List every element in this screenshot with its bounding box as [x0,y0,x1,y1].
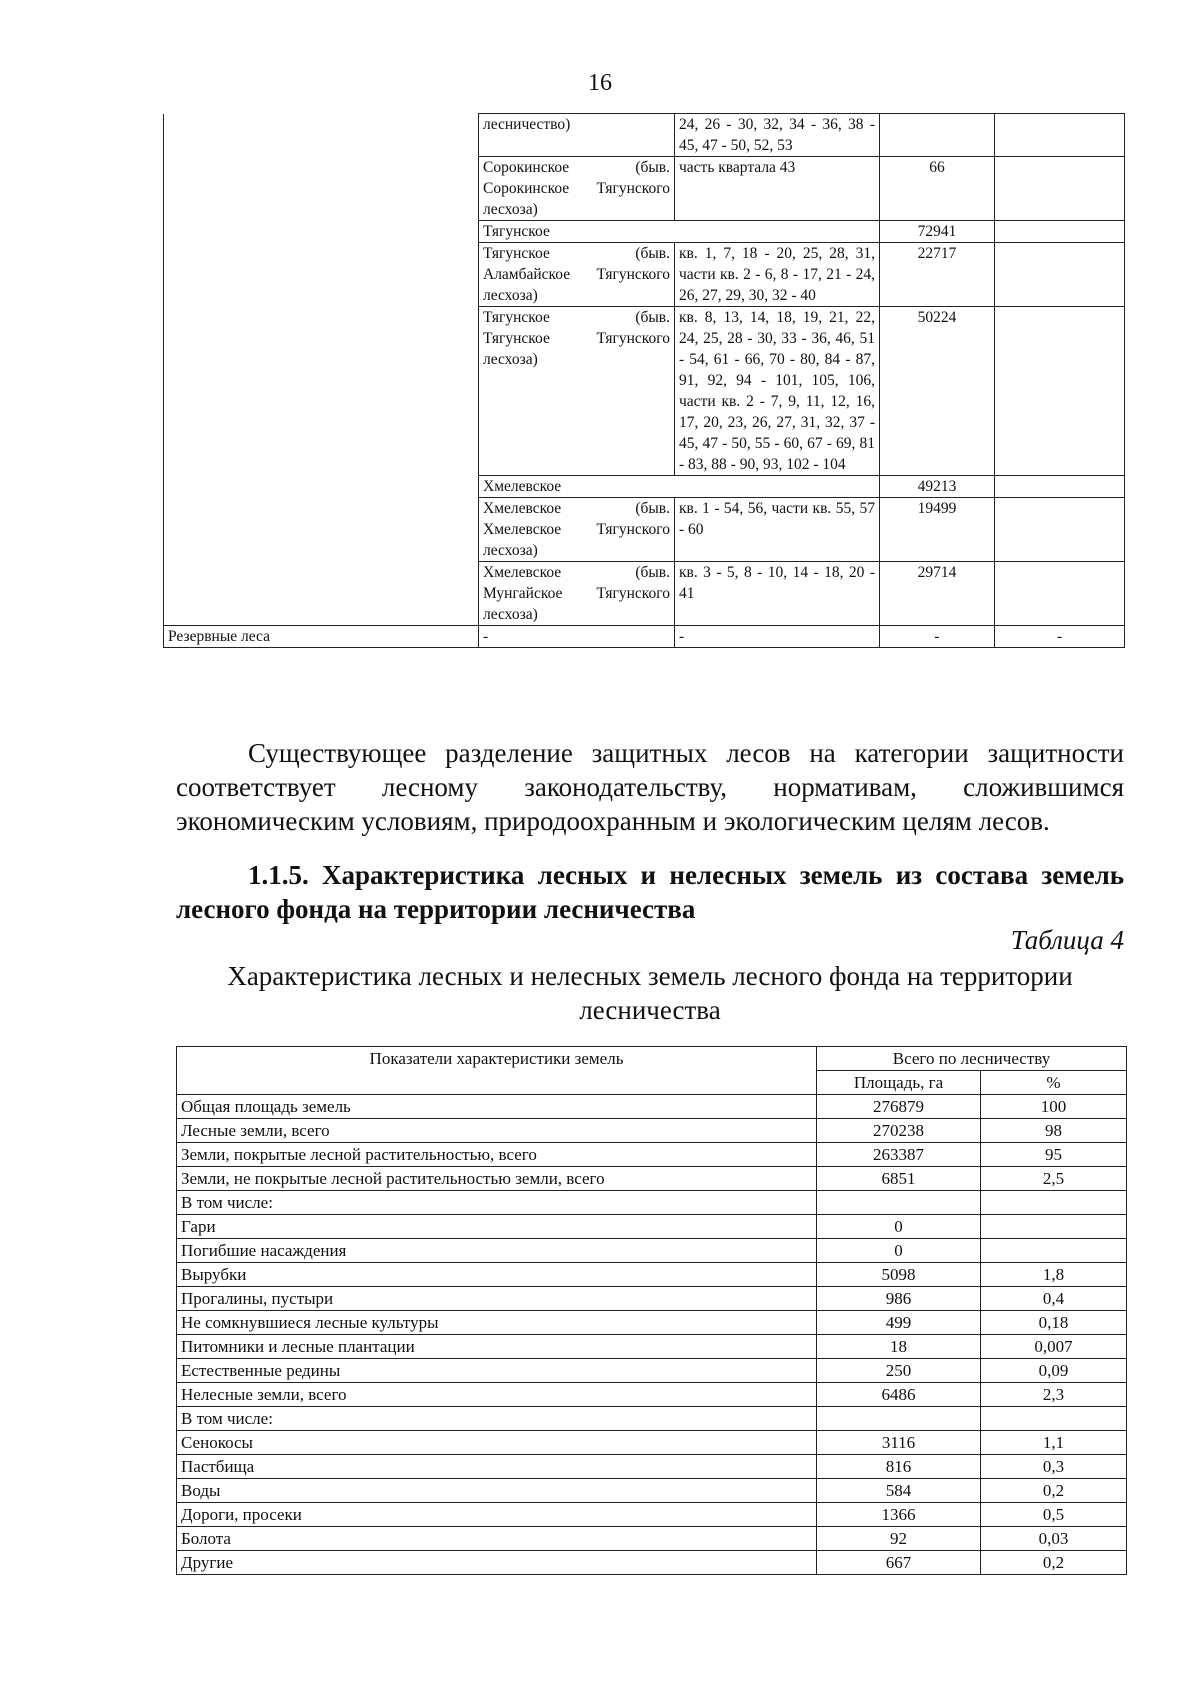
land-area: 5098 [817,1263,981,1287]
land-label: Пастбища [177,1455,817,1479]
land-row [177,1167,1127,1191]
reserve-extra: - [995,626,1125,648]
reserve-label: Резервные леса [164,626,479,648]
land-label: Земли, покрытые лесной растительностью, всего [177,1143,817,1167]
reserve-area: - [880,626,995,648]
district-name-cell [479,243,675,307]
district-name: Тягунское [483,245,550,262]
header-indicators: Показатели характеристики земель [177,1047,817,1095]
land-area: 6486 [817,1383,981,1407]
land-row [177,1119,1127,1143]
land-label: В том числе: [177,1407,817,1431]
land-label: Нелесные земли, всего [177,1383,817,1407]
table-row [164,114,1125,157]
land-row [177,1407,1127,1431]
reserve-quarters: - [675,626,880,648]
land-percent: 0,2 [981,1551,1127,1575]
district-name-cell [479,157,675,221]
district-name: Хмелевское [483,564,562,581]
land-row [177,1431,1127,1455]
district-former-prefix: (быв. [635,159,670,176]
land-row [177,1143,1127,1167]
land-area: 499 [817,1311,981,1335]
land-label: Земли, не покрытые лесной растительностью земли, всего [177,1167,817,1191]
header-area: Площадь, га [817,1071,981,1095]
district-name: Сорокинское [483,159,570,176]
table-label: Таблица 4 [1010,925,1124,955]
land-row [177,1359,1127,1383]
quarters-cell: кв. 8, 13, 14, 18, 19, 21, 22, 24, 25, 28 - 30, 33 - 36, 46, 51 - 54, 61 - 66, 70 - 80, 84 - 87, 91, 92, 94 - 101, 105, 106, части кв. 2 - 7, 9, 11, 12, 16, 17, 20, 23, 26, 27, 31, 32, 37 - 45, 47 - 50, 55 - 60, 67 - 69, 81 - 83, 88 - 90, 93, 102 - 104 [675,307,880,476]
reserve-forests-row [164,626,1125,648]
land-percent: 0,18 [981,1311,1127,1335]
land-percent: 1,8 [981,1263,1127,1287]
land-area: 92 [817,1527,981,1551]
district-name-cell [479,307,675,476]
extra-cell [995,157,1125,221]
district-former-name: Мунгайское Тягунского лесхоза) [483,585,670,623]
land-row [177,1311,1127,1335]
district-name-line [483,307,670,328]
land-label: Вырубки [177,1263,817,1287]
land-percent [981,1239,1127,1263]
land-percent: 0,4 [981,1287,1127,1311]
land-row [177,1095,1127,1119]
land-area: 816 [817,1455,981,1479]
district-former-prefix: (быв. [635,564,670,581]
land-area: 1366 [817,1503,981,1527]
land-percent: 0,03 [981,1527,1127,1551]
extra-cell [995,498,1125,562]
district-name: лесничество) [483,116,571,133]
land-area: 0 [817,1215,981,1239]
land-label: Общая площадь земель [177,1095,817,1119]
district-name-cell [479,498,675,562]
land-area: 3116 [817,1431,981,1455]
land-row [177,1551,1127,1575]
land-row [177,1383,1127,1407]
land-percent [981,1215,1127,1239]
reserve-district: - [479,626,675,648]
land-row [177,1335,1127,1359]
land-label: Прогалины, пустыри [177,1287,817,1311]
land-row [177,1263,1127,1287]
land-label: Естественные редины [177,1359,817,1383]
area-cell: 66 [880,157,995,221]
district-former-name: Сорокинское Тягунского лесхоза) [483,180,670,218]
land-row [177,1287,1127,1311]
area-cell [880,114,995,157]
land-row [177,1215,1127,1239]
land-area: 263387 [817,1143,981,1167]
district-name-cell: Тягунское [479,221,880,243]
quarters-cell: кв. 1 - 54, 56, части кв. 55, 57 - 60 [675,498,880,562]
quarters-cell: 24, 26 - 30, 32, 34 - 36, 38 - 45, 47 - 50, 52, 53 [675,114,880,157]
land-percent: 2,5 [981,1167,1127,1191]
district-former-prefix: (быв. [635,245,670,262]
land-label: В том числе: [177,1191,817,1215]
land-percent: 0,5 [981,1503,1127,1527]
district-former-name: Аламбайское Тягунского лесхоза) [483,266,670,304]
land-percent: 2,3 [981,1383,1127,1407]
land-area: 270238 [817,1119,981,1143]
land-percent: 1,1 [981,1431,1127,1455]
district-former-prefix: (быв. [635,309,670,326]
area-cell: 19499 [880,498,995,562]
table-title: Характеристика лесных и нелесных земель лесного фонда на территории лесничества [227,961,1073,1025]
header-total-forestry: Всего по лесничеству [817,1047,1127,1071]
land-label: Болота [177,1527,817,1551]
district-name-line [483,243,670,264]
land-area: 6851 [817,1167,981,1191]
extra-cell [995,114,1125,157]
extra-cell [995,476,1125,498]
area-cell: 29714 [880,562,995,626]
district-name-line [483,157,670,178]
land-row [177,1479,1127,1503]
area-cell: 50224 [880,307,995,476]
area-cell: 49213 [880,476,995,498]
quarters-cell: кв. 1, 7, 18 - 20, 25, 28, 31, части кв. 2 - 6, 8 - 17, 21 - 24, 26, 27, 29, 30, 32 - 40 [675,243,880,307]
land-area: 667 [817,1551,981,1575]
district-former-name: Хмелевское Тягунского лесхоза) [483,521,670,559]
land-percent: 95 [981,1143,1127,1167]
land-label: Питомники и лесные плантации [177,1335,817,1359]
header-percent: % [981,1071,1127,1095]
body-paragraph: Существующее разделение защитных лесов на категории защитности соответствует лесному законодательству, нормативам, сложившимся экономическим условиям, природоохранным и экологическим целям лесов. [176,738,1124,836]
land-percent [981,1191,1127,1215]
forest-districts-table [163,113,1125,648]
land-label: Погибшие насаждения [177,1239,817,1263]
district-former-prefix: (быв. [635,500,670,517]
land-row [177,1239,1127,1263]
land-label: Сенокосы [177,1431,817,1455]
land-row [177,1455,1127,1479]
land-label: Не сомкнувшиеся лесные культуры [177,1311,817,1335]
land-percent: 0,3 [981,1455,1127,1479]
quarters-cell: кв. 3 - 5, 8 - 10, 14 - 18, 20 - 41 [675,562,880,626]
land-percent [981,1407,1127,1431]
land-area: 276879 [817,1095,981,1119]
area-cell: 72941 [880,221,995,243]
district-name-line [483,498,670,519]
district-former-name: Тягунское Тягунского лесхоза) [483,330,670,368]
extra-cell [995,221,1125,243]
land-area: 0 [817,1239,981,1263]
area-cell: 22717 [880,243,995,307]
land-area [817,1407,981,1431]
land-area: 584 [817,1479,981,1503]
land-percent: 100 [981,1095,1127,1119]
land-characteristics-table [176,1046,1127,1575]
land-percent: 0,2 [981,1479,1127,1503]
land-area: 18 [817,1335,981,1359]
category-cell [164,114,479,626]
land-area [817,1191,981,1215]
land-area: 250 [817,1359,981,1383]
district-name-cell [479,114,675,157]
land-row [177,1527,1127,1551]
district-name: Хмелевское [483,500,562,517]
land-percent: 0,09 [981,1359,1127,1383]
page-number: 16 [588,70,612,96]
land-percent: 0,007 [981,1335,1127,1359]
land-label: Лесные земли, всего [177,1119,817,1143]
land-label: Дороги, просеки [177,1503,817,1527]
land-label: Другие [177,1551,817,1575]
extra-cell [995,307,1125,476]
extra-cell [995,562,1125,626]
district-name-cell [479,562,675,626]
land-label: Гари [177,1215,817,1239]
land-label: Воды [177,1479,817,1503]
land-percent: 98 [981,1119,1127,1143]
district-name: Тягунское [483,309,550,326]
land-row [177,1503,1127,1527]
section-heading: 1.1.5. Характеристика лесных и нелесных земель из состава земель лесного фонда на территории лесничества [176,860,1124,924]
land-row [177,1191,1127,1215]
land-area: 986 [817,1287,981,1311]
extra-cell [995,243,1125,307]
district-name-line [483,562,670,583]
district-name-cell: Хмелевское [479,476,880,498]
quarters-cell: часть квартала 43 [675,157,880,221]
